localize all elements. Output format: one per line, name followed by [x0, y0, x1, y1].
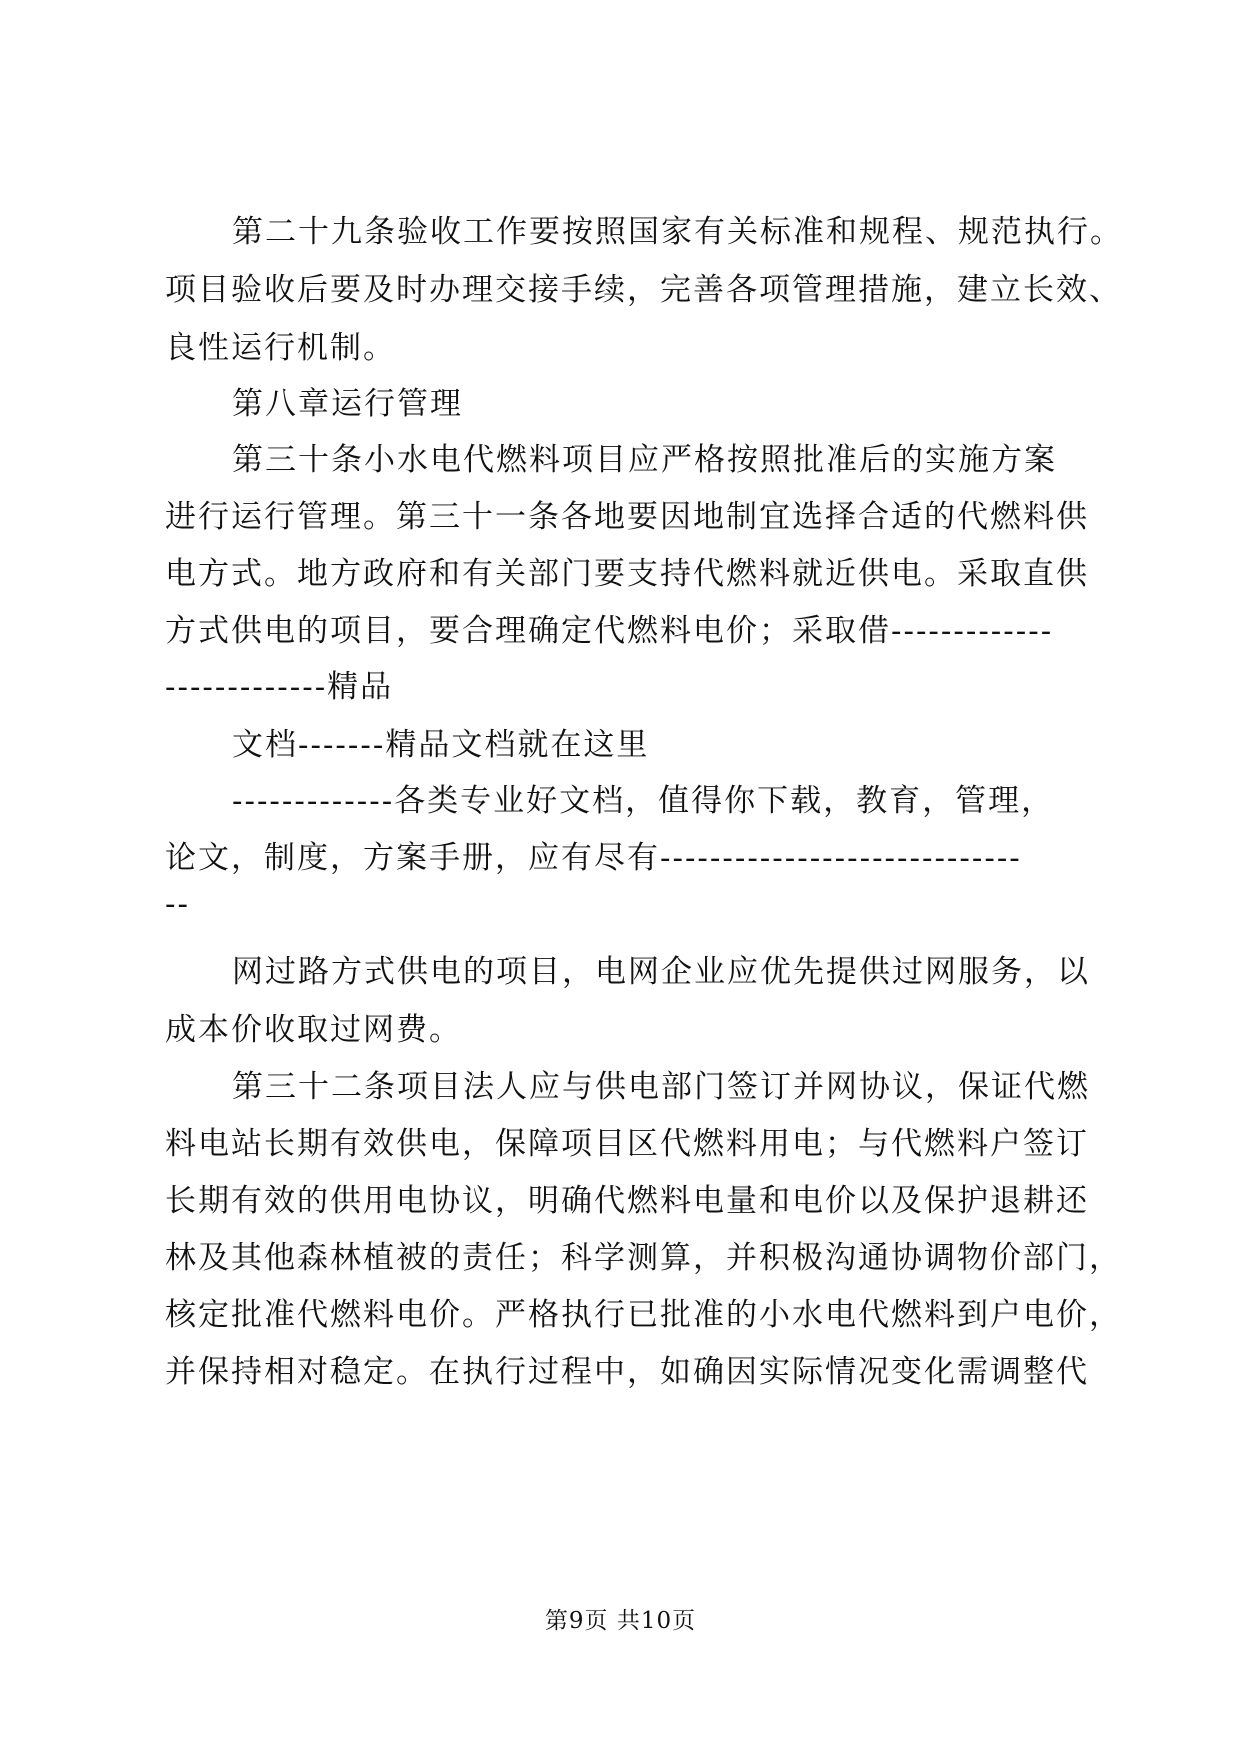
text-line: -- — [165, 886, 190, 922]
text-line: 成本价收取过网费。 — [165, 1012, 462, 1048]
text-line: 料电站长期有效供电，保障项目区代燃料用电；与代燃料户签订 — [165, 1126, 1089, 1162]
page-number-footer: 第9页 共10页 — [544, 1608, 697, 1634]
text-line: 进行运行管理。第三十一条各地要因地制宜选择合适的代燃料供 — [165, 499, 1089, 535]
text-line: 第三十条小水电代燃料项目应严格按照批准后的实施方案 — [232, 442, 1057, 478]
text-line: 良性运行机制。 — [165, 330, 396, 366]
text-line: 项目验收后要及时办理交接手续，完善各项管理措施，建立长效、 — [165, 272, 1122, 308]
text-line: 电方式。地方政府和有关部门要支持代燃料就近供电。采取直供 — [165, 556, 1089, 592]
text-line: 方式供电的项目，要合理确定代燃料电价；采取借------------- — [165, 613, 1054, 649]
text-line: 网过路方式供电的项目，电网企业应优先提供过网服务，以 — [232, 954, 1090, 990]
text-line: 林及其他森林植被的责任；科学测算，并积极沟通协调物价部门， — [165, 1240, 1122, 1276]
text-line: 并保持相对稳定。在执行过程中，如确因实际情况变化需调整代 — [165, 1354, 1089, 1390]
text-line: -------------各类专业好文档，值得你下载，教育，管理， — [232, 783, 1055, 819]
text-line: 核定批准代燃料电价。严格执行已批准的小水电代燃料到户电价， — [165, 1297, 1122, 1333]
text-line: 文档-------精品文档就在这里 — [232, 727, 650, 763]
chapter-heading: 第八章运行管理 — [232, 386, 463, 422]
text-line: -------------精品 — [165, 669, 394, 705]
text-line: 长期有效的供用电协议，明确代燃料电量和电价以及保护退耕还 — [165, 1183, 1089, 1219]
text-line: 第三十二条项目法人应与供电部门签订并网协议，保证代燃 — [232, 1069, 1090, 1105]
text-line: 第二十九条验收工作要按照国家有关标准和规程、规范执行。 — [232, 214, 1123, 250]
text-line: 论文，制度，方案手册，应有尽有----------------------------- — [165, 840, 1022, 876]
